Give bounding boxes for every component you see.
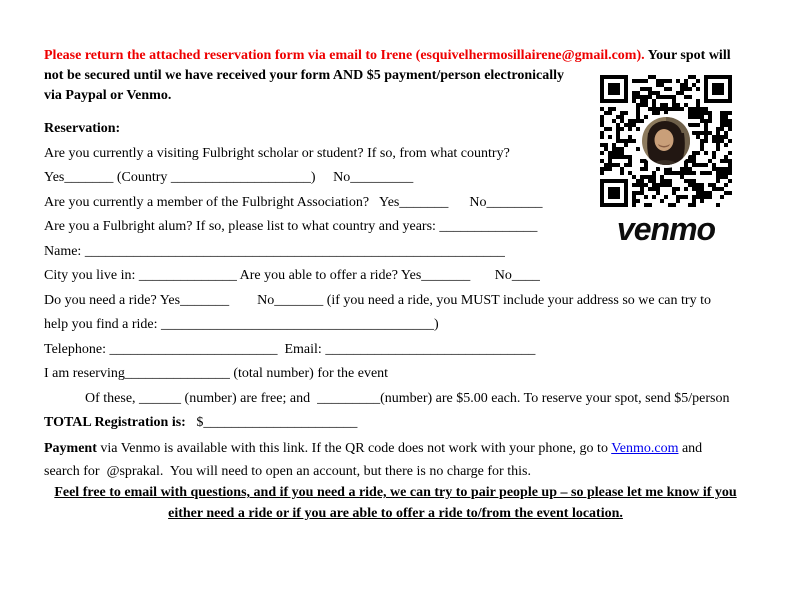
intro-line-3: via Paypal or Venmo. — [44, 88, 172, 103]
intro-line1-rest: Your spot will — [644, 48, 731, 63]
footer-note — [0, 482, 791, 524]
question-fulbright-member: Are you currently a member of the Fulbright Association? Yes_______ No________ — [44, 194, 543, 210]
field-phone-email: Telephone: ________________________ Email: ______________________________ — [44, 341, 536, 357]
payment-bold-word: Payment — [44, 440, 97, 456]
intro-line-2: not be secured until we have received your form AND $5 payment/person electronically — [44, 68, 565, 83]
payment-line-1 — [44, 437, 791, 460]
field-free-paid-counts: Of these, ______ (number) are free; and _________(number) are $5.00 each. To reserve your spot, send $5/person — [85, 390, 730, 406]
field-need-ride-address: help you find a ride: _______________________________________) — [44, 317, 439, 332]
venmo-logo: venmo — [616, 211, 716, 247]
field-reserving-total: I am reserving_______________ (total number) for the event — [44, 366, 389, 381]
question-fulbright-alum: Are you a Fulbright alum? If so, please list to what country and years: ______________ — [44, 219, 538, 234]
footer-line-1: Feel free to email with questions, and if you need a ride, we can try to pair people up – so please let me know if you — [54, 485, 737, 500]
venmo-qr-block — [600, 75, 732, 247]
field-yes-country: Yes_______ (Country ____________________) No_________ — [44, 170, 414, 185]
total-registration-blank: $______________________ — [185, 415, 358, 430]
question-visiting-fulbright: Are you currently a visiting Fulbright scholar or student? If so, from what country? — [44, 145, 510, 161]
venmo-qr-code — [600, 75, 732, 207]
payment-text-1: via Venmo is available with this link. If the QR code does not work with your phone, go to — [96, 440, 612, 456]
reservation-title: Reservation: — [44, 121, 121, 136]
footer-line-2: either need a ride or if you are able to offer a ride to/from the event location. — [168, 506, 623, 521]
field-total-registration — [44, 411, 791, 436]
field-need-ride: Do you need a ride? Yes_______ No_______ (if you need a ride, you MUST include your address so we can try to — [44, 292, 711, 308]
total-registration-label: TOTAL Registration is: — [44, 415, 186, 430]
field-name: Name: ____________________________________________________________ — [44, 243, 505, 259]
intro-red-text: Please return the attached reservation form via email to Irene (esquivelhermosillairene@gmail.com). — [44, 48, 645, 63]
intro-line-1 — [44, 46, 791, 66]
field-city-offer-ride: City you live in: ______________ Are you able to offer a ride? Yes_______ No____ — [44, 268, 540, 283]
payment-line-2: search for @sprakal. You will need to open an account, but there is no charge for this. — [44, 463, 531, 479]
venmo-link[interactable]: Venmo.com — [611, 440, 679, 456]
payment-paragraph — [44, 437, 791, 483]
payment-text-2: and — [678, 440, 703, 456]
